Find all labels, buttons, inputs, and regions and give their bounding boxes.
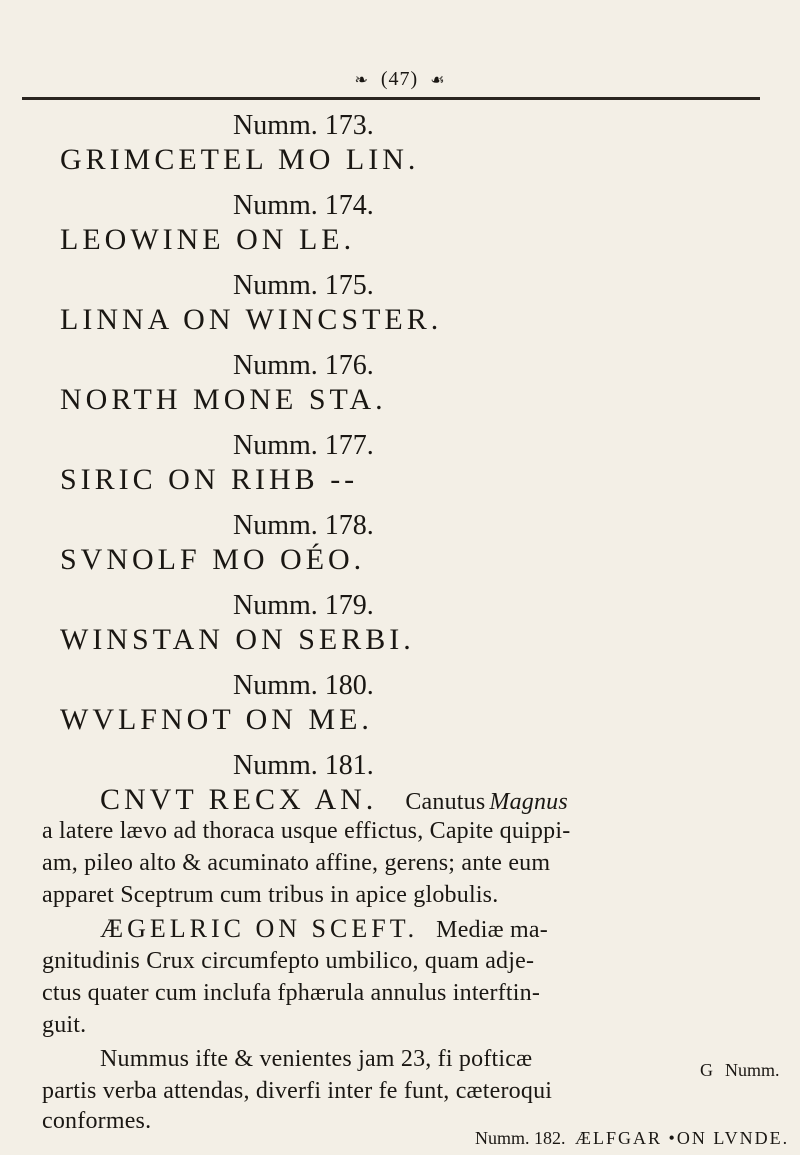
description-line: apparet Sceptrum cum tribus in apice globulis. (42, 882, 499, 908)
coin-number: Numm. 177. (233, 430, 374, 461)
coin-number: Numm. 174. (233, 190, 374, 221)
coin-number: Numm. 178. (233, 510, 374, 541)
coin-number: Numm. 180. (233, 670, 374, 701)
coin-legend: WINSTAN ON SERBI. (60, 623, 415, 656)
signature-mark: G (700, 1060, 713, 1080)
description-line: CNVT RECX AN. Canutus Magnus (100, 783, 568, 816)
coin-legend: NORTH MONE STA. (60, 383, 387, 416)
coin-number: Numm. 176. (233, 350, 374, 381)
coin-legend: SVNOLF MO OÉO. (60, 543, 366, 576)
coin-number: Numm. 173. (233, 110, 374, 141)
coin-number: Numm. 179. (233, 590, 374, 621)
description-line: Nummus ifte & venientes jam 23, fi pofticæ (100, 1046, 533, 1072)
coin-number: Numm. 181. (233, 750, 374, 781)
description-line: a latere lævo ad thoraca usque effictus, Capite quippi- (42, 818, 571, 844)
coin-number: Numm. 182. (475, 1128, 566, 1148)
page-number: (47) (380, 68, 419, 90)
coin-legend: LEOWINE ON LE. (60, 223, 356, 256)
page-header (0, 68, 800, 91)
header-rule (22, 97, 760, 100)
ornament-left: ❧ (354, 72, 369, 89)
description-line: guit. (42, 1012, 87, 1038)
description-line: conformes. (42, 1108, 152, 1134)
description-line: ctus quater cum inclufa fphærula annulus interftin- (42, 980, 541, 1006)
description-line: am, pileo alto & acuminato affine, gerens; ante eum (42, 850, 551, 876)
description-line: partis verba attendas, diverfi inter fe funt, cæteroqui (42, 1078, 553, 1104)
coin-legend: SIRIC ON RIHB -- (60, 463, 359, 496)
coin-number: Numm. 175. (233, 270, 374, 301)
catchword: Numm. (725, 1060, 780, 1080)
coin-legend: CNVT RECX AN. (100, 783, 378, 816)
coin-legend: ÆLFGAR •ON LVNDE. (575, 1128, 790, 1148)
description-line: gnitudinis Crux circumfepto umbilico, quam adje- (42, 948, 535, 974)
description-line: ÆGELRIC ON SCEFT. Mediæ ma- (100, 914, 548, 943)
coin-legend: WVLFNOT ON ME. (60, 703, 373, 736)
coin-legend: LINNA ON WINCSTER. (60, 303, 443, 336)
coin-legend: GRIMCETEL MO LIN. (60, 143, 420, 176)
ornament-right: ☙ (430, 72, 446, 89)
coin-legend: ÆGELRIC ON SCEFT. (100, 914, 419, 943)
